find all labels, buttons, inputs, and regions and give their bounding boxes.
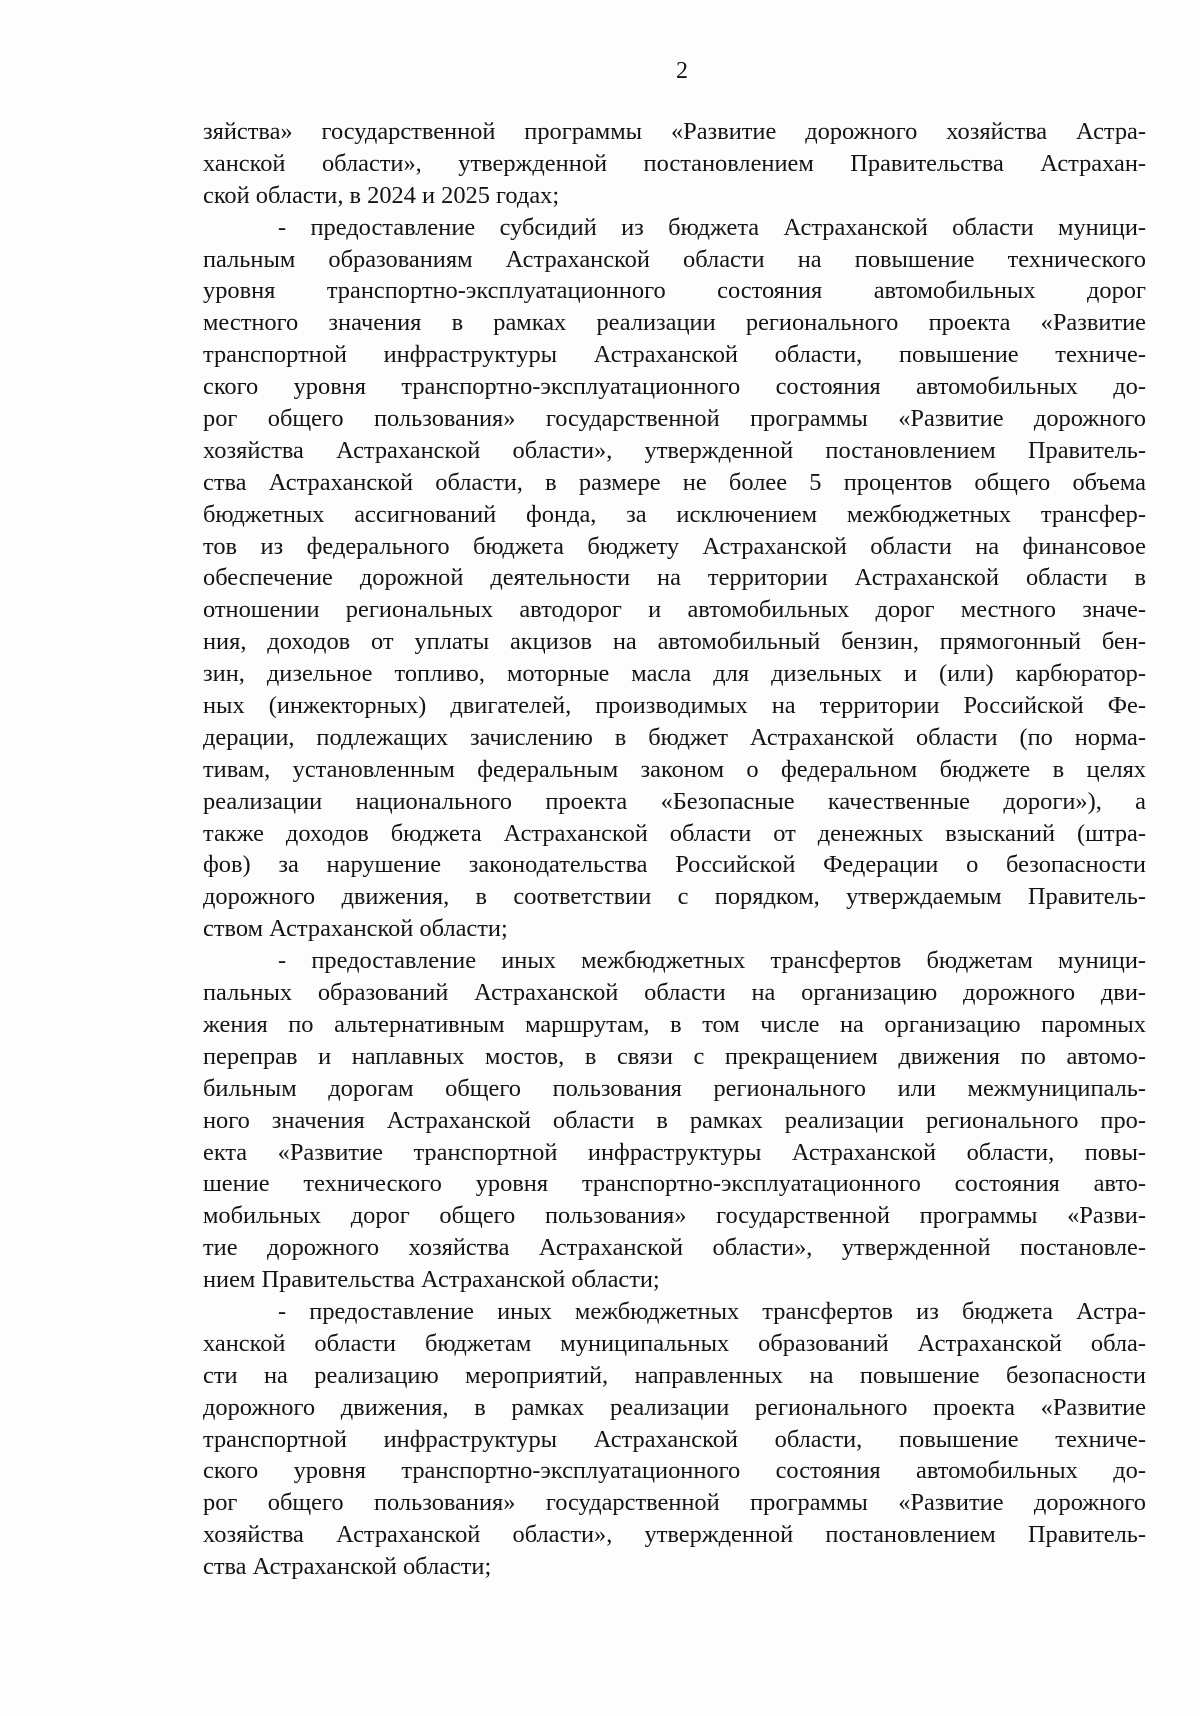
text-line: тивам, установленным федеральным законом о федеральном бюджете в целях <box>203 755 1146 783</box>
text-line: рог общего пользования» государственной программы «Развитие дорожного <box>203 1489 1146 1517</box>
text-line: тие дорожного хозяйства Астраханской области», утвержденной постановле- <box>203 1234 1146 1262</box>
text-line: зяйства» государственной программы «Развитие дорожного хозяйства Астра- <box>203 118 1146 145</box>
page-number: 2 <box>676 58 688 84</box>
text-line: екта «Развитие транспортной инфраструктуры Астраханской области, повы- <box>203 1138 1146 1166</box>
text-line: ского уровня транспортно-эксплуатационного состояния автомобильных до- <box>203 373 1146 401</box>
text-line: ханской области бюджетам муниципальных образований Астраханской обла- <box>203 1329 1146 1357</box>
text-line: переправ и наплавных мостов, в связи с прекращением движения по автомо- <box>203 1042 1146 1070</box>
text-line: мобильных дорог общего пользования» государственной программы «Разви- <box>203 1202 1146 1230</box>
text-line: ства Астраханской области, в размере не более 5 процентов общего объема <box>203 468 1146 496</box>
text-line: транспортной инфраструктуры Астраханской области, повышение техниче- <box>203 341 1146 369</box>
text-line: жения по альтернативным маршрутам, в том числе на организацию паромных <box>203 1010 1146 1038</box>
text-line: - предоставление субсидий из бюджета Астраханской области муници- <box>278 213 1146 241</box>
text-line: ской области, в 2024 и 2025 годах; <box>203 181 560 209</box>
text-line: ния, доходов от уплаты акцизов на автомобильный бензин, прямогонный бен- <box>203 628 1146 656</box>
paragraph-2 <box>203 212 1146 945</box>
text-line: отношении региональных автодорог и автомобильных дорог местного значе- <box>203 596 1146 624</box>
text-line: также доходов бюджета Астраханской области от денежных взысканий (штра- <box>203 819 1146 847</box>
text-line: бюджетных ассигнований фонда, за исключением межбюджетных трансфер- <box>203 500 1146 528</box>
text-line: шение технического уровня транспортно-эксплуатационного состояния авто- <box>203 1170 1146 1198</box>
text-line: ных (инжекторных) двигателей, производимых на территории Российской Фе- <box>203 692 1146 720</box>
text-line: сти на реализацию мероприятий, направленных на повышение безопасности <box>203 1361 1146 1389</box>
text-line: пальным образованиям Астраханской области на повышение технического <box>203 245 1146 273</box>
text-line: ного значения Астраханской области в рамках реализации регионального про- <box>203 1106 1146 1134</box>
paragraph-1 <box>203 116 1146 212</box>
text-line: пальных образований Астраханской области на организацию дорожного дви- <box>203 979 1146 1007</box>
text-line: - предоставление иных межбюджетных трансфертов бюджетам муници- <box>278 947 1146 975</box>
text-line: рог общего пользования» государственной программы «Развитие дорожного <box>203 405 1146 433</box>
text-line: бильным дорогам общего пользования регионального или межмуниципаль- <box>203 1074 1146 1102</box>
text-line: тов из федерального бюджета бюджету Астраханской области на финансовое <box>203 532 1146 560</box>
document-body <box>203 116 1146 1583</box>
text-line: транспортной инфраструктуры Астраханской области, повышение техниче- <box>203 1425 1146 1453</box>
text-line: хозяйства Астраханской области», утвержденной постановлением Правитель- <box>203 436 1146 464</box>
text-line: дерации, подлежащих зачислению в бюджет Астраханской области (по норма- <box>203 723 1146 751</box>
text-line: реализации национального проекта «Безопасные качественные дороги»), а <box>203 787 1146 815</box>
paragraph-4 <box>203 1296 1146 1583</box>
text-line: дорожного движения, в рамках реализации регионального проекта «Развитие <box>203 1393 1146 1421</box>
text-line: зин, дизельное топливо, моторные масла для дизельных и (или) карбюратор- <box>203 660 1146 688</box>
text-line: ского уровня транспортно-эксплуатационного состояния автомобильных до- <box>203 1457 1146 1485</box>
text-line: местного значения в рамках реализации регионального проекта «Развитие <box>203 309 1146 337</box>
paragraph-3 <box>203 945 1146 1296</box>
text-line: уровня транспортно-эксплуатационного состояния автомобильных дорог <box>203 277 1146 305</box>
text-line: ханской области», утвержденной постановлением Правительства Астрахан- <box>203 149 1146 177</box>
text-line: - предоставление иных межбюджетных трансфертов из бюджета Астра- <box>278 1297 1146 1325</box>
text-line: обеспечение дорожной деятельности на территории Астраханской области в <box>203 564 1146 592</box>
text-line: фов) за нарушение законодательства Российской Федерации о безопасности <box>203 851 1146 879</box>
text-line: ства Астраханской области; <box>203 1553 492 1581</box>
text-line: хозяйства Астраханской области», утвержденной постановлением Правитель- <box>203 1521 1146 1549</box>
text-line: дорожного движения, в соответствии с порядком, утверждаемым Правитель- <box>203 883 1146 911</box>
text-line: ством Астраханской области; <box>203 915 508 943</box>
text-line: нием Правительства Астраханской области; <box>203 1266 660 1294</box>
